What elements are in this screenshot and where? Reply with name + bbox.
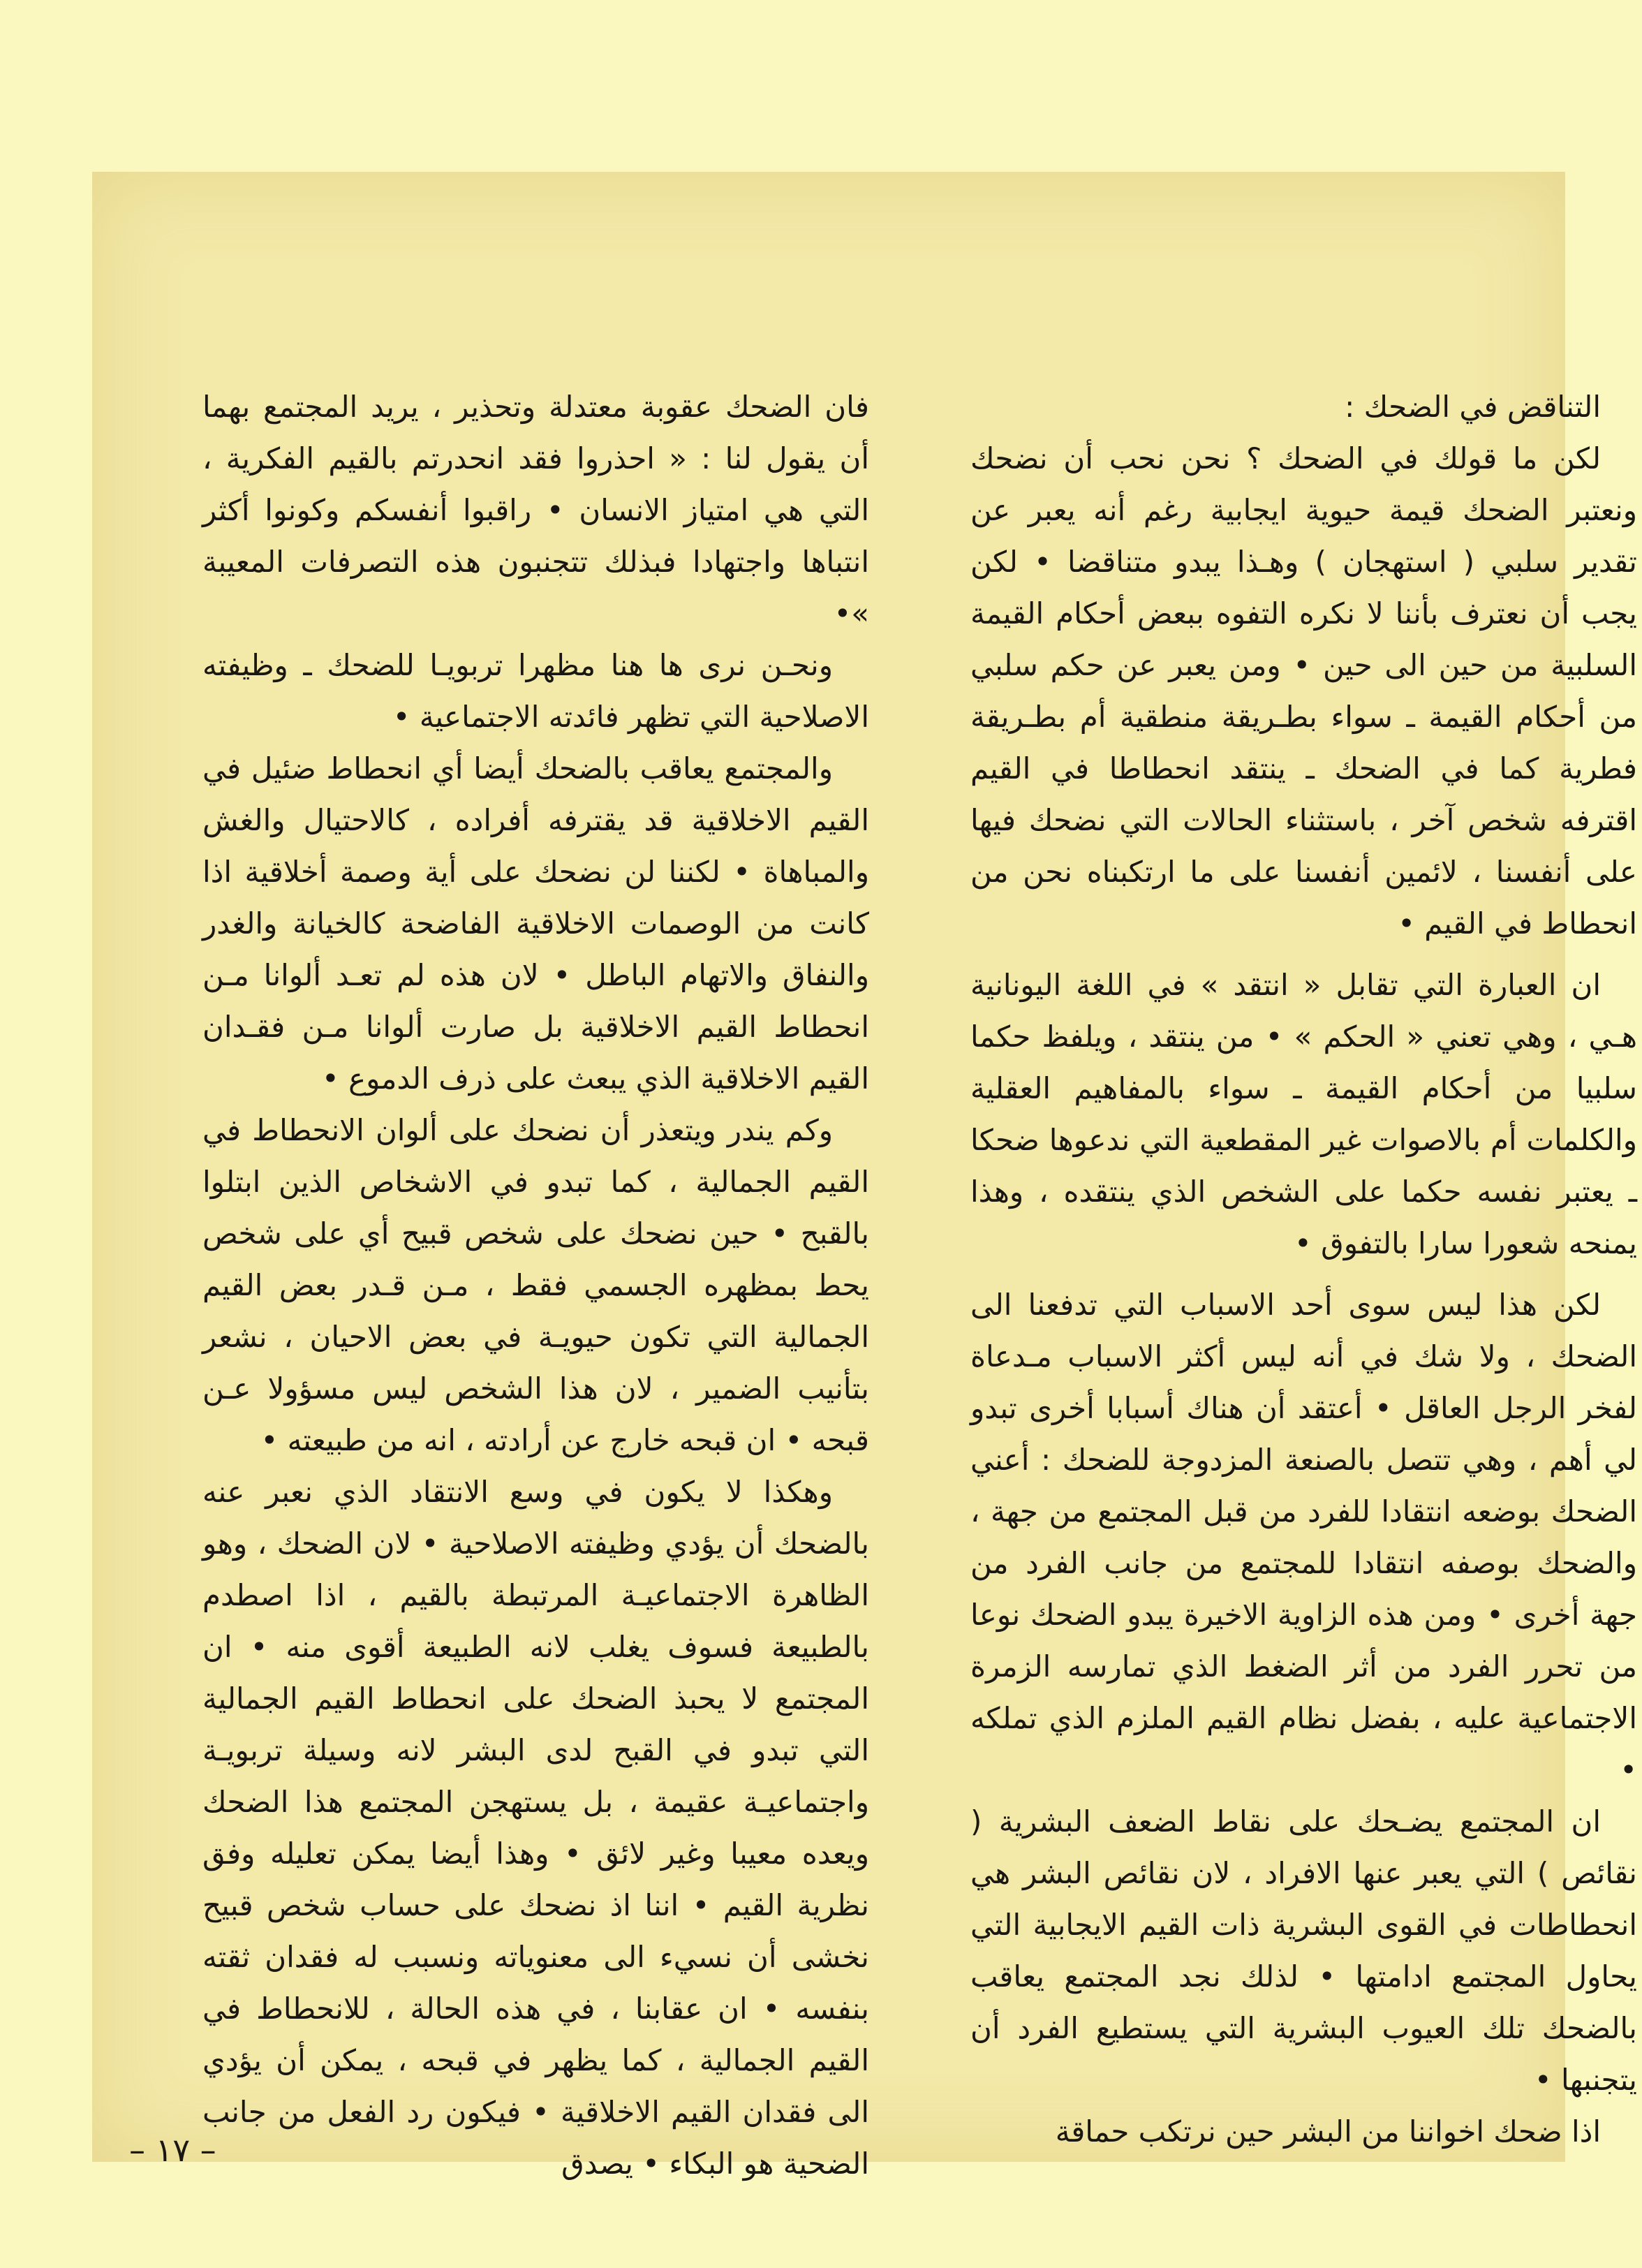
paragraph: اذا ضحك اخواننا من البشر حين نرتكب حماقة [1055, 2114, 1601, 2149]
paragraph: لكن هذا ليس سوى أحد الاسباب التي تدفعنا الى الضحك ، ولا شك في أنه ليس أكثر الاسباب مـدعاة لفخر الرجل العاقل • أعتقد أن هناك أسبابا أخرى تبدو لي أهم ، وهي تتصل بالصنعة المزدوجة للضحك : أعني الضحك بوضعه انتقادا للفرد من قبل المجتمع من جهة ، والضحك بوصفه انتقادا للمجتمع من جانب الفرد من جهة أخرى • ومن هذه الزاوية الاخيرة يبدو الضحك نوعا من تحرر الفرد من أثر الضغط الذي تمارسه الزمرة الاجتماعية عليه ، بفضل نظام القيم الملزم الذي تملكه • [970, 1288, 1637, 1787]
paragraph: ان المجتمع يضـحك على نقاط الضعف البشرية ( نقائص ) التي يعبر عنها الافراد ، لان نقائص البشر هي انحطاطات في القوى البشرية ذات القيم الايجابية التي يحاول المجتمع ادامتها • لذلك نجد المجتمع يعاقب بالضحك تلك العيوب البشرية التي يستطيع الفرد أن يتجنبها • [970, 1804, 1637, 2097]
paragraph: وهكذا لا يكون في وسع الانتقاد الذي نعبر عنه بالضحك أن يؤدي وظيفته الاصلاحية • لان الضحك ، وهو الظاهرة الاجتماعيـة المرتبطة بالقيم ، اذا اصطدم بالطبيعة فسوف يغلب لانه الطبيعة أقوى منه • ان المجتمع لا يحبذ الضحك على انحطاط القيم الجمالية التي تبدو في القبح لدى البشر لانه وسيلة تربويـة واجتماعيـة عقيمة ، بل يستهجن المجتمع هذا الضحك ويعده معيبا وغير لائق • وهذا أيضا يمكن تعليله وفق نظرية القيم • اننا اذ نضحك على حساب شخص قبيح نخشى أن نسيء الى معنوياته ونسبب له فقدان ثقته بنفسه • ان عقابنا ، في هذه الحالة ، للانحطاط في القيم الجمالية ، كما يظهر في قبحه ، يمكن أن يؤدي الى فقدان القيم الاخلاقية • فيكون رد الفعل من جانب الضحية هو البكاء • يصدق [202, 1475, 869, 2181]
right-column [970, 381, 1637, 2158]
paragraph: والمجتمع يعاقب بالضحك أيضا أي انحطاط ضئيل في القيم الاخلاقية قد يقترفه أفراده ، كالاحتيال والغش والمباهاة • لكننا لن نضحك على أية وصمة أخلاقية اذا كانت من الوصمات الاخلاقية الفاضحة كالخيانة والغدر والنفاق والاتهام الباطل • لان هذه لم تعـد ألوانا مـن انحطاط القيم الاخلاقية بل صارت ألوانا مـن فقـدان القيم الاخلاقية الذي يبعث على ذرف الدموع • [202, 751, 869, 1096]
section-heading: التناقض في الضحك : [1345, 390, 1601, 424]
page-number: – ١٧ – [129, 2131, 216, 2169]
paragraph: وكم يندر ويتعذر أن نضحك على ألوان الانحطاط في القيم الجمالية ، كما تبدو في الاشخاص الذين ابتلوا بالقبح • حين نضحك على شخص قبيح أي على شخص يحط بمظهره الجسمي فقط ، مـن قـدر بعض القيم الجمالية التي تكون حيويـة في بعض الاحيان ، نشعر بتأنيب الضمير ، لان هذا الشخص ليس مسؤولا عـن قبحه • ان قبحه خارج عن أرادته ، انه من طبيعته • [202, 1113, 869, 1457]
paragraph: ان العبارة التي تقابل « انتقد » في اللغة اليونانية هـي ، وهي تعني « الحكم » • من ينتقد ، ويلفظ حكما سلبيا من أحكام القيمة ـ سواء بالمفاهيم العقلية والكلمات أم بالاصوات غير المقطعية التي ندعوها ضحكا ـ يعتبر نفسه حكما على الشخص الذي ينتقده ، وهذا يمنحه شعورا سارا بالتفوق • [970, 968, 1637, 1260]
page-sheet [92, 172, 1637, 2181]
paragraph: ونحـن نرى ها هنا مظهرا تربويـا للضحك ـ وظيفته الاصلاحية التي تظهر فائدته الاجتماعية • [202, 648, 869, 734]
left-column [202, 381, 869, 2190]
paragraph: فان الضحك عقوبة معتدلة وتحذير ، يريد المجتمع بهما أن يقول لنا : « احذروا فقد انحدرتم بالقيم الفكرية ، التي هي امتياز الانسان • راقبوا أنفسكم وكونوا أكثر انتباها واجتهادا فبذلك تتجنبون هذه التصرفات المعيبة »• [202, 390, 869, 631]
paragraph: لكن ما قولك في الضحك ؟ نحن نحب أن نضحك ونعتبر الضحك قيمة حيوية ايجابية رغم أنه يعبر عن تقدير سلبي ( استهجان ) وهـذا يبدو متناقضا • لكن يجب أن نعترف بأننا لا نكره التفوه ببعض أحكام القيمة السلبية من حين الى حين • ومن يعبر عن حكم سلبي من أحكام القيمة ـ سواء بطـريقة منطقية أم بطـريقة فطرية كما في الضحك ـ ينتقد انحطاطا في القيم اقترفه شخص آخر ، باستثناء الحالات التي نضحك فيها على أنفسنا ، لائمين أنفسنا على ما ارتكبناه نحن من انحطاط في القيم • [970, 441, 1637, 941]
